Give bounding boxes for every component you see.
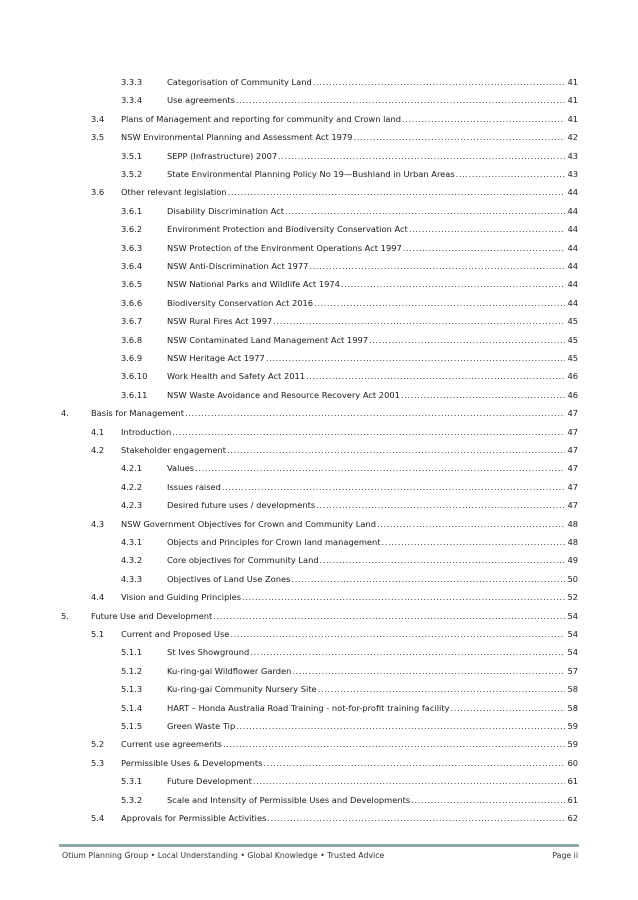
toc-entry-title[interactable]: Other relevant legislation (121, 187, 227, 198)
toc-entry-title[interactable]: Future Use and Development (91, 610, 213, 621)
toc-entry-body (121, 811, 578, 825)
toc-entry-page[interactable]: 41 (567, 77, 578, 87)
toc-leader-dots (309, 259, 565, 273)
toc-entry-page[interactable]: 54 (567, 610, 578, 621)
toc-entry-title[interactable]: Objectives of Land Use Zones (167, 573, 291, 584)
toc-entry[interactable] (0, 756, 638, 770)
toc-entry-title[interactable]: Values (167, 463, 195, 474)
toc-entry-page[interactable]: 54 (567, 647, 578, 658)
toc-entry[interactable] (0, 645, 638, 659)
toc-entry-page[interactable]: 49 (567, 555, 578, 566)
toc-entry-title[interactable]: NSW Waste Avoidance and Resource Recovery Act 2001 (167, 389, 400, 400)
toc-entry-body (167, 793, 578, 807)
toc-entry-page[interactable]: 48 (567, 537, 578, 547)
toc-entry-title[interactable]: Objects and Principles for Crown land management (167, 537, 381, 547)
toc-entry-page[interactable]: 44 (567, 187, 578, 198)
toc-entry[interactable] (0, 535, 638, 549)
toc-entry-page[interactable]: 62 (567, 813, 578, 823)
toc-entry-title[interactable]: HART – Honda Australia Road Training - not-for-profit training facility (167, 702, 450, 713)
toc-entry-number: 3.5.1 (121, 150, 143, 161)
toc-entry-page[interactable]: 45 (567, 316, 578, 327)
toc-entry-title[interactable]: Categorisation of Community Land (167, 77, 312, 87)
toc-entry[interactable] (0, 498, 638, 512)
toc-entry-body (121, 737, 578, 751)
toc-entry-number: 4.2.3 (121, 500, 143, 511)
toc-entry-page[interactable]: 43 (567, 169, 578, 179)
toc-entry-number: 3.6.7 (121, 316, 143, 327)
toc-entry[interactable] (0, 204, 638, 218)
toc-entry[interactable] (0, 719, 638, 733)
toc-entry[interactable] (0, 461, 638, 475)
toc-entry-title[interactable]: Approvals for Permissible Activities (121, 813, 267, 823)
toc-entry[interactable] (0, 774, 638, 788)
toc-leader-dots (402, 112, 565, 126)
toc-entry[interactable] (0, 517, 638, 531)
toc-leader-dots (250, 645, 565, 659)
toc-leader-dots (267, 811, 565, 825)
toc-entry-body (167, 314, 578, 328)
toc-entry-title[interactable]: NSW Heritage Act 1977 (167, 353, 265, 363)
toc-leader-dots (291, 572, 565, 586)
toc-leader-dots (285, 204, 565, 218)
toc-entry-body (167, 369, 578, 383)
footer-rule (59, 844, 579, 847)
toc-entry-page[interactable]: 59 (567, 721, 578, 731)
toc-entry-title[interactable]: Permissible Uses & Developments (121, 757, 263, 768)
toc-entry-body (167, 719, 578, 733)
toc-entry-body (167, 664, 578, 678)
toc-leader-dots (213, 609, 565, 623)
toc-entry[interactable] (0, 112, 638, 126)
toc-entry-number: 3.6.4 (121, 261, 143, 271)
toc-entry-body (167, 333, 578, 347)
toc-entry-page[interactable]: 47 (567, 463, 578, 474)
toc-entry-body (167, 241, 578, 255)
toc-leader-dots (236, 719, 565, 733)
toc-entry-number: 3.6.2 (121, 224, 143, 235)
toc-entry-number: 4.3.1 (121, 537, 143, 547)
toc-entry-body (121, 425, 578, 439)
toc-entry[interactable] (0, 333, 638, 347)
toc-entry-number: 3.3.3 (121, 77, 143, 87)
toc-entry[interactable] (0, 793, 638, 807)
toc-leader-dots (314, 296, 565, 310)
toc-entry[interactable] (0, 590, 638, 604)
toc-leader-dots (195, 461, 565, 475)
toc-entry-page[interactable]: 47 (567, 481, 578, 492)
toc-leader-dots (409, 222, 566, 236)
toc-entry-number: 5.1 (91, 629, 105, 639)
toc-entry-title[interactable]: Basis for Management (91, 408, 185, 419)
toc-entry-number: 4.2 (91, 445, 105, 455)
toc-entry-page[interactable]: 44 (567, 242, 578, 253)
toc-entry-title[interactable]: Biodiversity Conservation Act 2016 (167, 297, 314, 308)
toc-entry-title[interactable]: NSW Rural Fires Act 1997 (167, 316, 273, 327)
toc-entry[interactable] (0, 75, 638, 89)
toc-entry-title[interactable]: SEPP (Infrastructure) 2007 (167, 150, 278, 161)
toc-entry[interactable] (0, 664, 638, 678)
toc-entry-body (167, 222, 578, 236)
toc-entry-number: 5.1.3 (121, 684, 143, 695)
toc-entry[interactable] (0, 314, 638, 328)
toc-leader-dots (292, 664, 565, 678)
toc-leader-dots (185, 406, 565, 420)
toc-leader-dots (263, 756, 565, 770)
toc-leader-dots (172, 425, 565, 439)
toc-entry-title[interactable]: Work Health and Safety Act 2011 (167, 371, 306, 382)
toc-entry-title[interactable]: Desired future uses / developments (167, 500, 316, 511)
toc-entry-body (121, 756, 578, 770)
toc-entry[interactable] (0, 553, 638, 567)
toc-entry-page[interactable]: 61 (567, 794, 578, 805)
toc-entry-title[interactable]: Scale and Intensity of Permissible Uses and Developments (167, 794, 411, 805)
toc-entry-title[interactable]: Core objectives for Community Land (167, 555, 319, 566)
toc-entry-page[interactable]: 50 (567, 573, 578, 584)
toc-entry-number: 5.3 (91, 757, 105, 768)
toc-entry-title[interactable]: NSW Contaminated Land Management Act 1997 (167, 334, 369, 345)
toc-entry-body (121, 517, 578, 531)
toc-entry-body (167, 535, 578, 549)
toc-entry-body (167, 461, 578, 475)
toc-entry[interactable] (0, 130, 638, 144)
toc-entry-number: 4.1 (91, 426, 105, 437)
toc-entry-page[interactable]: 57 (567, 665, 578, 676)
toc-entry-page[interactable]: 44 (567, 279, 578, 290)
toc-entry-body (167, 701, 578, 715)
toc-entry-title[interactable]: NSW Protection of the Environment Operations Act 1997 (167, 242, 402, 253)
toc-entry[interactable] (0, 627, 638, 641)
toc-entry[interactable] (0, 369, 638, 383)
toc-leader-dots (451, 701, 566, 715)
toc-entry-body (121, 185, 578, 199)
toc-entry[interactable] (0, 241, 638, 255)
toc-leader-dots (223, 737, 566, 751)
toc-entry-body (167, 149, 578, 163)
toc-entry-number: 4.4 (91, 592, 105, 603)
toc-entry-number: 3.6.10 (121, 371, 148, 382)
toc-leader-dots (230, 627, 565, 641)
toc-entry-page[interactable]: 44 (567, 205, 578, 216)
toc-entry-page[interactable]: 59 (567, 739, 578, 750)
toc-entry-number: 5.4 (91, 813, 105, 823)
toc-entry[interactable] (0, 388, 638, 402)
toc-entry-title[interactable]: NSW Government Objectives for Crown and Community Land (121, 518, 376, 529)
toc-entry-body (167, 553, 578, 567)
toc-entry-title[interactable]: Vision and Guiding Principles (121, 592, 242, 603)
toc-entry-page[interactable]: 60 (567, 757, 578, 768)
footer-page-number: Page ii (552, 851, 578, 860)
toc-entry-page[interactable]: 46 (567, 389, 578, 400)
toc-entry-title[interactable]: Future Development (167, 776, 252, 787)
toc-entry[interactable] (0, 480, 638, 494)
toc-leader-dots (320, 553, 566, 567)
footer-tagline: Otium Planning Group • Local Understanding • Global Knowledge • Trusted Advice (62, 851, 385, 860)
toc-entry-number: 3.6.11 (121, 389, 148, 400)
toc-entry-number: 3.5.2 (121, 169, 143, 179)
toc-entry-body (121, 130, 578, 144)
toc-entry-title[interactable]: St Ives Showground (167, 647, 250, 658)
toc-leader-dots (227, 443, 565, 457)
toc-leader-dots (318, 682, 566, 696)
toc-entry-page[interactable]: 44 (567, 261, 578, 271)
toc-entry-title[interactable]: Ku-ring-gai Wildflower Garden (167, 665, 292, 676)
toc-entry-body (167, 277, 578, 291)
toc-entry-body (167, 167, 578, 181)
toc-entry-number: 4.2.1 (121, 463, 143, 474)
toc-entry-page[interactable]: 43 (567, 150, 578, 161)
toc-entry[interactable] (0, 93, 638, 107)
toc-leader-dots (411, 793, 565, 807)
toc-entry-body (167, 259, 578, 273)
toc-leader-dots (341, 277, 566, 291)
toc-entry-title[interactable]: Environment Protection and Biodiversity Conservation Act (167, 224, 408, 235)
toc-entry-page[interactable]: 58 (567, 702, 578, 713)
toc-entry-body (121, 112, 578, 126)
toc-entry-title[interactable]: Plans of Management and reporting for community and Crown land (121, 113, 402, 124)
toc-entry-number: 3.6.8 (121, 334, 143, 345)
toc-entry-number: 3.4 (91, 113, 105, 124)
toc-entry-number: 3.6.3 (121, 242, 143, 253)
toc-entry-page[interactable]: 44 (567, 224, 578, 235)
toc-leader-dots (353, 130, 565, 144)
toc-entry-body (167, 774, 578, 788)
toc-entry-body (167, 682, 578, 696)
toc-entry-number: 4.2.2 (121, 481, 143, 492)
toc-leader-dots (369, 333, 565, 347)
toc-entry[interactable] (0, 167, 638, 181)
toc-entry[interactable] (0, 149, 638, 163)
toc-entry-page[interactable]: 47 (567, 408, 578, 419)
toc-entry-body (167, 75, 578, 89)
toc-entry-number: 5.1.1 (121, 647, 143, 658)
toc-entry-title[interactable]: Stakeholder engagement (121, 445, 227, 455)
toc-entry[interactable] (0, 185, 638, 199)
toc-leader-dots (401, 388, 566, 402)
toc-entry-number: 5.1.5 (121, 721, 143, 731)
toc-leader-dots (266, 351, 566, 365)
toc-leader-dots (403, 241, 566, 255)
toc-entry-body (121, 443, 578, 457)
toc-entry[interactable] (0, 609, 638, 623)
toc-entry-title[interactable]: Current use agreements (121, 739, 222, 750)
toc-entry[interactable] (0, 406, 638, 420)
toc-entry-body (91, 609, 578, 623)
toc-entry-title[interactable]: Issues raised (167, 481, 221, 492)
toc-entry[interactable] (0, 811, 638, 825)
toc-entry-title[interactable]: State Environmental Planning Policy No 19—Bushland in Urban Areas (167, 169, 455, 179)
toc-entry-number: 4.3.2 (121, 555, 143, 566)
toc-entry-body (167, 645, 578, 659)
toc-entry-number: 3.6.9 (121, 353, 143, 363)
toc-entry-page[interactable]: 47 (567, 445, 578, 455)
toc-entry-number: 3.6.5 (121, 279, 143, 290)
toc-entry-page[interactable]: 47 (567, 426, 578, 437)
toc-leader-dots (456, 167, 566, 181)
toc-leader-dots (236, 93, 565, 107)
toc-entry-body (167, 498, 578, 512)
toc-entry-body (167, 204, 578, 218)
toc-entry-page[interactable]: 41 (567, 95, 578, 106)
toc-entry[interactable] (0, 737, 638, 751)
toc-entry[interactable] (0, 443, 638, 457)
toc-leader-dots (382, 535, 566, 549)
toc-leader-dots (278, 149, 565, 163)
toc-entry[interactable] (0, 222, 638, 236)
toc-leader-dots (377, 517, 565, 531)
toc-entry[interactable] (0, 572, 638, 586)
toc-entry-number: 3.3.4 (121, 95, 143, 106)
toc-entry-number: 5.3.1 (121, 776, 143, 787)
toc-entry-title[interactable]: NSW National Parks and Wildlife Act 1974 (167, 279, 340, 290)
toc-entry-title[interactable]: Use agreements (167, 95, 235, 106)
toc-entry-body (91, 406, 578, 420)
toc-entry[interactable] (0, 682, 638, 696)
toc-entry-title[interactable]: Ku-ring-gai Community Nursery Site (167, 684, 317, 695)
toc-entry-page[interactable]: 44 (567, 297, 578, 308)
toc-entry-body (167, 296, 578, 310)
toc-entry-title[interactable]: Current and Proposed Use (121, 629, 230, 639)
toc-entry-body (121, 627, 578, 641)
toc-entry-number: 5.3.2 (121, 794, 143, 805)
toc-entry-page[interactable]: 61 (567, 776, 578, 787)
toc-entry-number: 4.3 (91, 518, 105, 529)
toc-entry-page[interactable]: 42 (567, 132, 578, 143)
toc-entry[interactable] (0, 296, 638, 310)
toc-entry-body (167, 351, 578, 365)
toc-entry-page[interactable]: 48 (567, 518, 578, 529)
toc-entry-title[interactable]: Disability Discrimination Act (167, 205, 284, 216)
toc-entry-page[interactable]: 58 (567, 684, 578, 695)
toc-entry-body (167, 480, 578, 494)
toc-entry-number: 3.5 (91, 132, 105, 143)
toc-entry-page[interactable]: 41 (567, 113, 578, 124)
toc-entry[interactable] (0, 277, 638, 291)
toc-entry-number: 5.1.2 (121, 665, 143, 676)
toc-entry-number: 5.2 (91, 739, 105, 750)
toc-entry[interactable] (0, 425, 638, 439)
toc-entry-title[interactable]: Green Waste Tip (167, 721, 236, 731)
toc-entry-number: 4. (61, 408, 69, 419)
toc-entry-title[interactable]: NSW Environmental Planning and Assessment Act 1979 (121, 132, 353, 143)
toc-entry-page[interactable]: 54 (567, 629, 578, 639)
toc-entry[interactable] (0, 351, 638, 365)
toc-leader-dots (306, 369, 565, 383)
toc-entry-page[interactable]: 45 (567, 334, 578, 345)
toc-leader-dots (316, 498, 565, 512)
toc-entry-body (167, 93, 578, 107)
toc-entry-page[interactable]: 45 (567, 353, 578, 363)
toc-entry[interactable] (0, 701, 638, 715)
toc-entry-number: 3.6 (91, 187, 105, 198)
toc-entry-number: 5. (61, 610, 69, 621)
toc-entry-number: 4.3.3 (121, 573, 143, 584)
toc-entry-page[interactable]: 46 (567, 371, 578, 382)
toc-entry-body (167, 572, 578, 586)
toc-entry-number: 3.6.1 (121, 205, 143, 216)
toc-entry[interactable] (0, 259, 638, 273)
toc-leader-dots (313, 75, 566, 89)
toc-entry-number: 3.6.6 (121, 297, 143, 308)
toc-leader-dots (273, 314, 565, 328)
toc-entry-title[interactable]: NSW Anti-Discrimination Act 1977 (167, 261, 309, 271)
toc-entry-body (121, 590, 578, 604)
toc-leader-dots (222, 480, 566, 494)
toc-leader-dots (228, 185, 566, 199)
toc-entry-page[interactable]: 47 (567, 500, 578, 511)
toc-entry-title[interactable]: Introduction (121, 426, 172, 437)
toc-leader-dots (253, 774, 566, 788)
toc-leader-dots (242, 590, 565, 604)
toc-entry-number: 5.1.4 (121, 702, 143, 713)
toc-entry-body (167, 388, 578, 402)
toc-entry-page[interactable]: 52 (567, 592, 578, 603)
